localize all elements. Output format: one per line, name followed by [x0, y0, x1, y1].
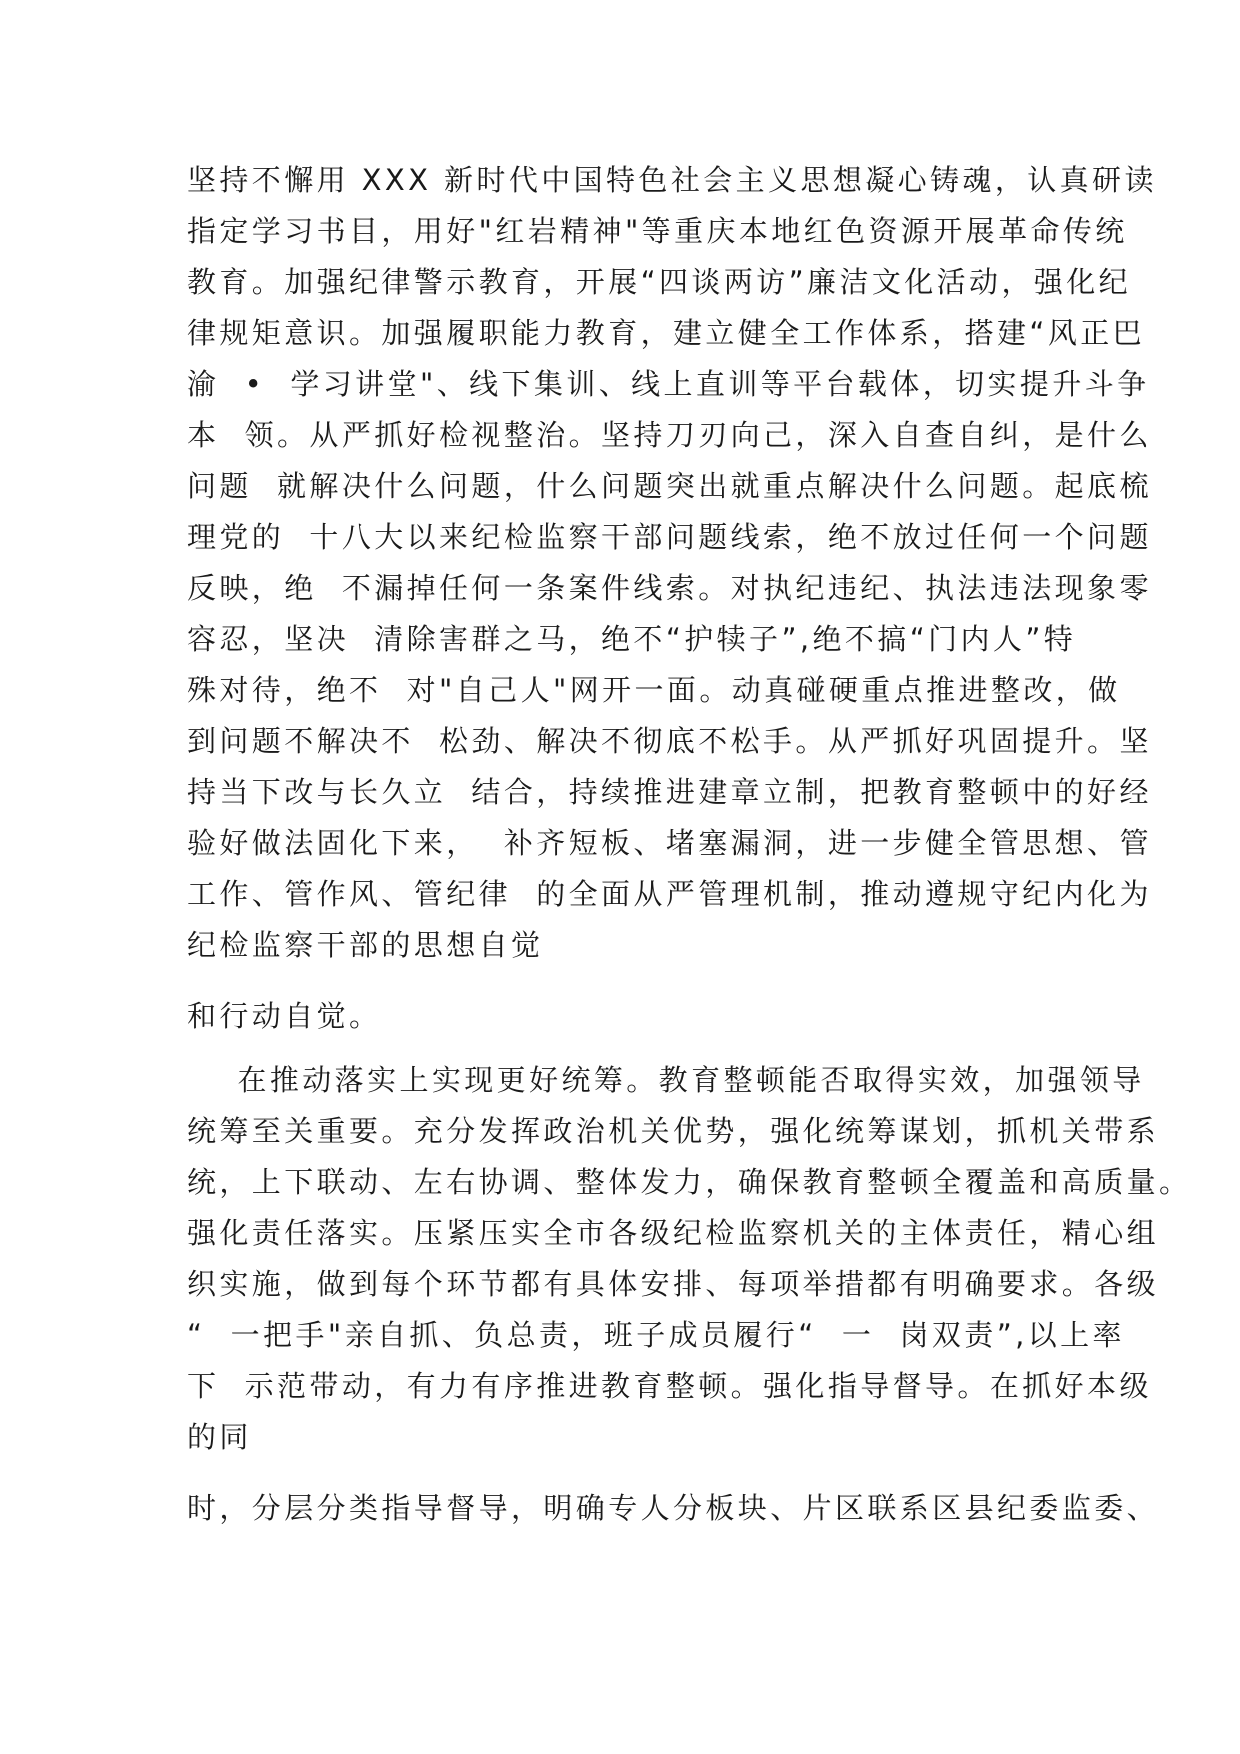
text-line-22: 织实施，做到每个环节都有具体安排、每项举措都有明确要求。各级: [187, 1267, 1160, 1301]
text-line-14: 验好做法固化下来， 补齐短板、堵塞漏洞，进一步健全管思想、管: [187, 826, 1152, 860]
text-line-9: 反映，绝 不漏掉任何一条案件线索。对执纪违纪、执法违法现象零: [187, 571, 1152, 605]
text-line-25: 的同: [187, 1420, 252, 1454]
text-line-16: 纪检监察干部的思想自觉: [187, 928, 544, 962]
text-line-4: 律规矩意识。加强履职能力教育，建立健全工作体系，搭建“风正巴: [187, 316, 1146, 350]
text-line-8: 理党的 十八大以来纪检监察干部问题线索，绝不放过任何一个问题: [187, 520, 1152, 554]
text-line-11: 殊对待，绝不 对"自己人"网开一面。动真碰硬重点推进整改，做: [187, 673, 1121, 707]
text-line-6: 本 领。从严抓好检视整治。坚持刀刃向己，深入自查自纠，是什么: [187, 418, 1152, 452]
text-line-24: 下 示范带动，有力有序推进教育整顿。强化指导督导。在抓好本级: [187, 1369, 1152, 1403]
text-line-1: 坚持不懈用 XXX 新时代中国特色社会主义思想凝心铸魂，认真研读: [187, 163, 1157, 197]
text-line-3: 教育。加强纪律警示教育，开展“四谈两访”廉洁文化活动，强化纪: [187, 265, 1132, 299]
text-line-23: “ 一把手"亲自抓、负总责，班子成员履行“ 一 岗双责”,以上率: [187, 1318, 1125, 1352]
text-line-21: 强化责任落实。压紧压实全市各级纪检监察机关的主体责任，精心组: [187, 1216, 1160, 1250]
text-line-20: 统，上下联动、左右协调、整体发力，确保教育整顿全覆盖和高质量。: [187, 1165, 1192, 1199]
text-line-17: 和行动自觉。: [187, 999, 382, 1033]
text-line-19: 统筹至关重要。充分发挥政治机关优势，强化统筹谋划，抓机关带系: [187, 1114, 1160, 1148]
text-line-10: 容忍，坚决 清除害群之马，绝不“护犊子”,绝不搞“门内人”特: [187, 622, 1077, 656]
text-line-18: 在推动落实上实现更好统筹。教育整顿能否取得实效，加强领导: [187, 1063, 1145, 1097]
text-line-5: 渝 • 学习讲堂"、线下集训、线上直训等平台载体，切实提升斗争: [187, 367, 1150, 401]
text-line-13: 持当下改与长久立 结合，持续推进建章立制，把教育整顿中的好经: [187, 775, 1152, 809]
text-line-12: 到问题不解决不 松劲、解决不彻底不松手。从严抓好巩固提升。坚: [187, 724, 1152, 758]
text-line-26: 时，分层分类指导督导，明确专人分板块、片区联系区县纪委监委、: [187, 1491, 1160, 1525]
text-line-7: 问题 就解决什么问题，什么问题突出就重点解决什么问题。起底梳: [187, 469, 1152, 503]
text-line-2: 指定学习书目，用好"红岩精神"等重庆本地红色资源开展革命传统: [187, 214, 1128, 248]
text-line-15: 工作、管作风、管纪律 的全面从严管理机制，推动遵规守纪内化为: [187, 877, 1152, 911]
